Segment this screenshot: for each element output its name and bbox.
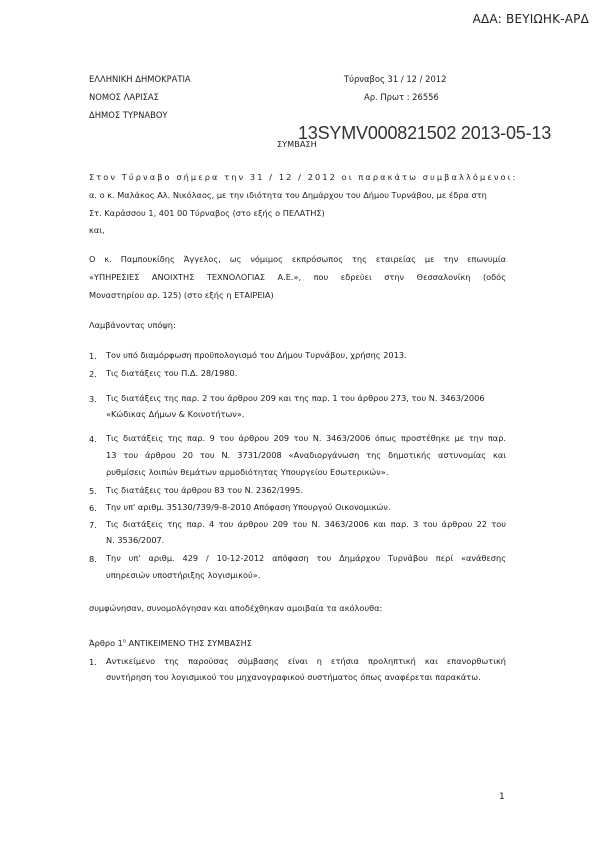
list-item-number: 1. bbox=[89, 351, 97, 361]
list-item-number: 3. bbox=[89, 394, 97, 404]
header-place-date: Τύρναβος 31 / 12 / 2012 bbox=[344, 74, 447, 84]
list-item-3-line-1: Τις διατάξεις της παρ. 2 του άρθρου 209 και της παρ. 1 του άρθρου 273, του Ν. 3463/2006 bbox=[106, 393, 485, 403]
list-item-6-line-1: Την υπ' αριθμ. 35130/739/9-8-2010 Απόφαση Υπουργού Οικονομικών. bbox=[106, 502, 391, 512]
intro-line-3: Στ. Καράσσου 1, 401 00 Τύρναβος (στο εξής ο ΠΕΛΑΤΗΣ) bbox=[89, 208, 325, 218]
page-number: 1 bbox=[499, 792, 505, 802]
article-1-heading bbox=[89, 638, 252, 648]
list-item-number: 7. bbox=[89, 520, 97, 530]
list-item-3-line-2: «Κώδικας Δήμων & Κοινοτήτων». bbox=[106, 409, 245, 419]
header-prefecture: ΝΟΜΟΣ ΛΑΡΙΣΑΣ bbox=[89, 92, 159, 102]
list-item-5-line-1: Τις διατάξεις του άρθρου 83 του Ν. 2362/1995. bbox=[106, 485, 303, 495]
list-item-4-line-3: ρυθμίσεις λοιπών θεμάτων αρμοδιότητας Υπουργείου Εσωτερικών». bbox=[106, 467, 389, 477]
ordinal-superscript: ο bbox=[122, 638, 126, 645]
header-protocol-number: Αρ. Πρωτ : 26556 bbox=[364, 92, 439, 102]
list-item-2-line-1: Τις διατάξεις του Π.Δ. 28/1980. bbox=[106, 368, 238, 378]
intro-line-1: Στον Τύρναβο σήμερα την 31 / 12 / 2012 οι παρακάτω συμβαλλόμενοι: bbox=[89, 172, 518, 182]
article-prefix: Άρθρο 1 bbox=[89, 638, 123, 648]
agreement-statement: συμφώνησαν, συνομολόγησαν και αποδέχθηκαν αμοιβαία τα ακόλουθα: bbox=[89, 603, 383, 613]
list-item-number: 4. bbox=[89, 434, 97, 444]
article-title: ΑΝΤΙΚΕΙΜΕΝΟ ΤΗΣ ΣΥΜΒΑΣΗΣ bbox=[125, 638, 252, 648]
list-item-number: 6. bbox=[89, 503, 97, 513]
contractor-line-3: Μοναστηρίου αρ. 125) (στο εξής η ΕΤΑΙΡΕΙΑ) bbox=[89, 290, 274, 300]
list-item-4-line-1: Τις διατάξεις της παρ. 9 του άρθρου 209 του Ν. 3463/2006 όπως προστέθηκε με την παρ. bbox=[106, 433, 506, 443]
registration-stamp: 13SYMV000821502 2013-05-13 bbox=[298, 123, 552, 143]
considering-heading: Λαμβάνοντας υπόψη: bbox=[89, 320, 176, 330]
list-item-7-line-2: Ν. 3536/2007. bbox=[106, 535, 165, 545]
article-1-line-2: συντήρηση του λογισμικού του μηχανογραφικού συστήματος όπως αναφέρεται παρακάτω. bbox=[106, 672, 481, 682]
list-item-8-line-1: Την υπ' αριθμ. 429 / 10-12-2012 απόφαση του Δημάρχου Τυρνάβου περί «ανάθεσης bbox=[106, 553, 506, 563]
intro-line-2: α. ο κ. Μαλάκος Αλ. Νικόλαος, με την ιδιότητα του Δημάρχου του Δήμου Τυρνάβου, με έδρα στη bbox=[89, 190, 487, 200]
list-item-8-line-2: υπηρεσιών υποστήριξης λογισμικού». bbox=[106, 570, 261, 580]
article-1-item-number: 1. bbox=[89, 657, 97, 667]
list-item-number: 2. bbox=[89, 369, 97, 379]
ada-code: ΑΔΑ: ΒΕΥΙΩΗΚ-ΑΡΔ bbox=[472, 12, 589, 26]
list-item-4-line-2: 13 του άρθρου 20 του Ν. 3731/2008 «Αναδιοργάνωση της δημοτικής αστυνομίας και bbox=[106, 450, 506, 460]
contractor-line-1: Ο κ. Παμπουκίδης Άγγελος, ως νόμιμος εκπρόσωπος της εταιρείας με την επωνυμία bbox=[89, 254, 506, 264]
article-1-line-1: Αντικείμενο της παρούσας σύμβασης είναι η ετήσια προληπτική και επανορθωτική bbox=[106, 656, 506, 666]
list-item-7-line-1: Τις διατάξεις της παρ. 4 του άρθρου 209 του Ν. 3463/2006 και παρ. 3 του άρθρου 22 του bbox=[106, 519, 506, 529]
contractor-line-2: «ΥΠΗΡΕΣΙΕΣ ΑΝΟΙΧΤΗΣ ΤΕΧΝΟΛΟΓΙΑΣ Α.Ε.», που εδρεύει στην Θεσσαλονίκη (οδός bbox=[89, 272, 506, 282]
intro-line-4: και, bbox=[89, 225, 105, 235]
header-republic: ΕΛΛΗΝΙΚΗ ΔΗΜΟΚΡΑΤΙΑ bbox=[89, 74, 191, 84]
list-item-number: 8. bbox=[89, 554, 97, 564]
document-title: ΣΥΜΒΑΣΗ bbox=[277, 139, 317, 149]
list-item-number: 5. bbox=[89, 486, 97, 496]
header-municipality: ΔΗΜΟΣ ΤΥΡΝΑΒΟΥ bbox=[89, 110, 168, 120]
list-item-1-line-1: Τον υπό διαμόρφωση προϋπολογισμό του Δήμου Τυρνάβου, χρήσης 2013. bbox=[106, 350, 407, 360]
